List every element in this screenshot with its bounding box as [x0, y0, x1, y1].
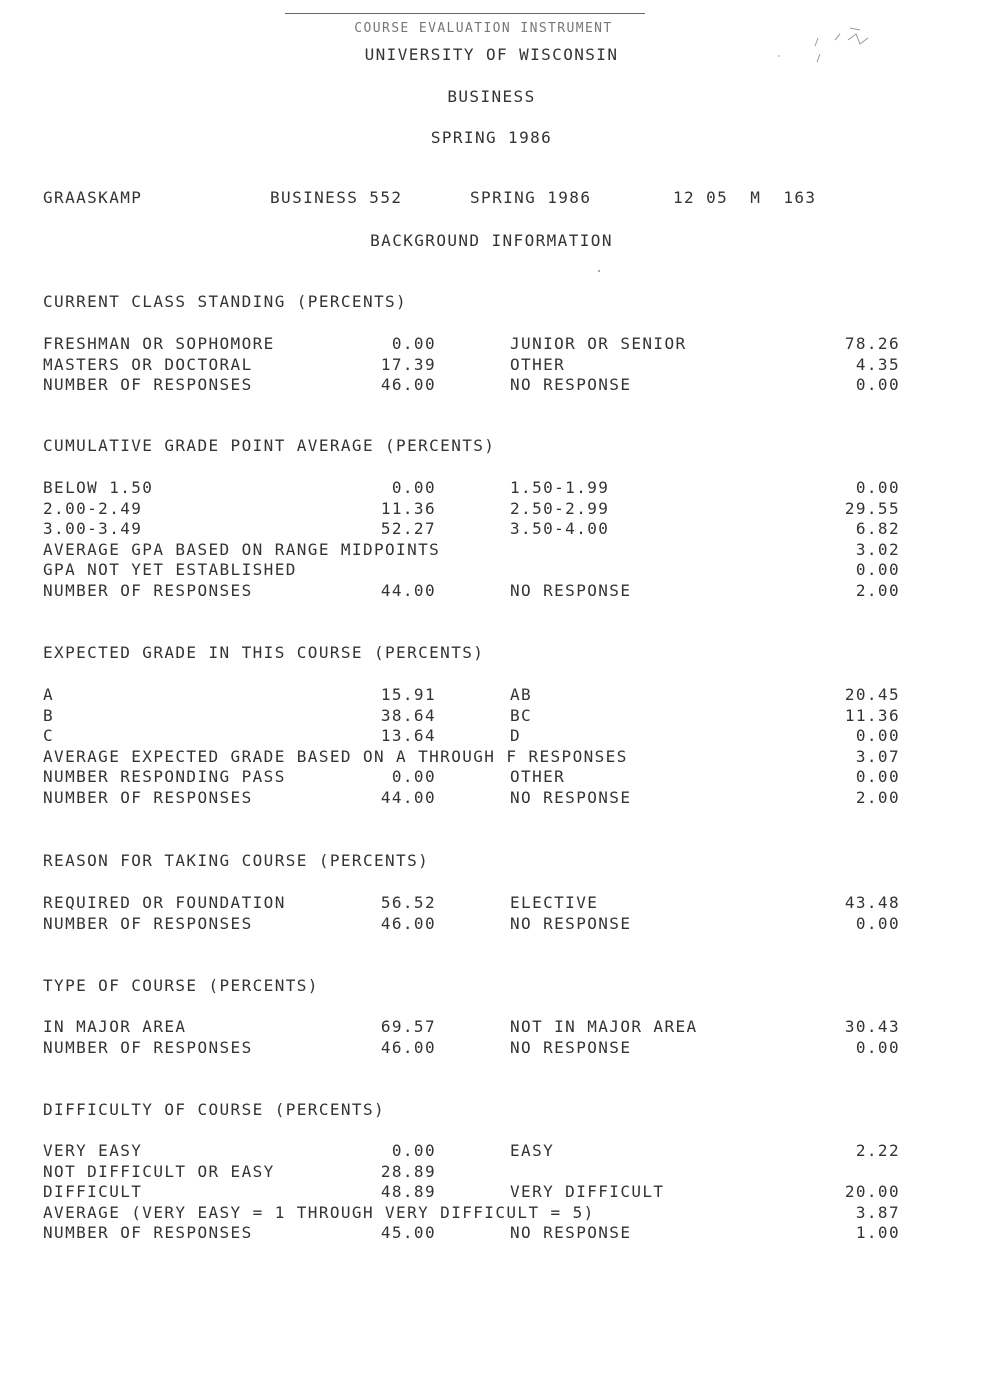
form-name-text: COURSE EVALUATION INSTRUMENT: [354, 21, 613, 36]
expected-grade-row: [0, 747, 983, 767]
expected-grade-value: 20.45: [844, 685, 900, 704]
gpa-row: [0, 478, 983, 498]
expected-grade-label: D: [510, 726, 522, 746]
expected-grade-row: [0, 726, 983, 746]
difficulty-row: [0, 1162, 983, 1182]
difficulty-row: [0, 1223, 983, 1243]
gpa-value: 0.00: [391, 478, 436, 497]
gpa-value: 52.27: [380, 519, 436, 539]
expected-grade-label: AVERAGE EXPECTED GRADE BASED ON A THROUGH F RESPONSES: [43, 746, 628, 766]
class-standing-label: FRESHMAN OR SOPHOMORE: [43, 334, 275, 353]
instructor-name: GRAASKAMP: [43, 188, 143, 207]
class-standing-label: NUMBER OF RESPONSES: [43, 375, 253, 395]
difficulty-row: [0, 1203, 983, 1223]
difficulty-label: NUMBER OF RESPONSES: [43, 1223, 253, 1243]
course-type-value: 46.00: [380, 1037, 436, 1057]
difficulty-label: NOT DIFFICULT OR EASY: [43, 1161, 275, 1181]
course-type-label: IN MAJOR AREA: [43, 1017, 187, 1036]
gpa-label: 1.50-1.99: [510, 478, 610, 497]
reason-row: [0, 893, 983, 913]
difficulty-label: NO RESPONSE: [510, 1223, 632, 1243]
course-type-value: 30.43: [844, 1017, 900, 1036]
expected-grade-value: 11.36: [844, 705, 900, 725]
gpa-value: 0.00: [855, 560, 900, 580]
gpa-label: GPA NOT YET ESTABLISHED: [43, 560, 297, 580]
reason-label: ELECTIVE: [510, 893, 599, 912]
reason-section-title: REASON FOR TAKING COURSE (PERCENTS): [43, 851, 430, 870]
difficulty-value: 45.00: [380, 1223, 436, 1243]
difficulty-label: EASY: [510, 1141, 555, 1160]
gpa-label: BELOW 1.50: [43, 478, 154, 497]
difficulty-row: [0, 1182, 983, 1202]
expected-grade-value: 0.00: [855, 726, 900, 746]
class-standing-value: 78.26: [844, 334, 900, 353]
difficulty-label: DIFFICULT: [43, 1182, 143, 1202]
expected-grade-section-title: EXPECTED GRADE IN THIS COURSE (PERCENTS): [43, 643, 485, 662]
expected-grade-label: B: [43, 705, 55, 725]
difficulty-label: VERY DIFFICULT: [510, 1182, 665, 1202]
course-type-row: [0, 1038, 983, 1058]
class-standing-label: MASTERS OR DOCTORAL: [43, 354, 253, 374]
difficulty-label: AVERAGE (VERY EASY = 1 THROUGH VERY DIFFICULT = 5): [43, 1202, 595, 1222]
class-standing-value: 0.00: [855, 375, 900, 395]
course-type-label: NO RESPONSE: [510, 1037, 632, 1057]
difficulty-value: 28.89: [380, 1161, 436, 1181]
reason-value: 0.00: [855, 913, 900, 933]
gpa-label: NO RESPONSE: [510, 581, 632, 600]
difficulty-row: [0, 1141, 983, 1161]
expected-grade-row: [0, 767, 983, 787]
gpa-label: 3.50-4.00: [510, 519, 610, 539]
expected-grade-row: [0, 685, 983, 705]
gpa-row: [0, 560, 983, 580]
background-info-title: BACKGROUND INFORMATION: [370, 231, 613, 250]
gpa-row: [0, 499, 983, 519]
gpa-label: AVERAGE GPA BASED ON RANGE MIDPOINTS: [43, 539, 441, 559]
expected-grade-label: AB: [510, 685, 533, 704]
reason-value: 46.00: [380, 913, 436, 933]
expected-grade-value: 44.00: [380, 788, 436, 807]
reason-label: REQUIRED OR FOUNDATION: [43, 893, 286, 912]
expected-grade-value: 13.64: [380, 726, 436, 746]
course-type-label: NOT IN MAJOR AREA: [510, 1017, 698, 1036]
course-number: BUSINESS 552: [270, 188, 403, 207]
course-type-value: 69.57: [380, 1017, 436, 1036]
course-code: 12 05 M 163: [673, 188, 817, 207]
gpa-label: 3.00-3.49: [43, 519, 143, 539]
expected-grade-label: NO RESPONSE: [510, 788, 632, 807]
expected-grade-label: NUMBER OF RESPONSES: [43, 788, 253, 807]
expected-grade-label: NUMBER RESPONDING PASS: [43, 767, 286, 787]
expected-grade-row: [0, 706, 983, 726]
difficulty-label: VERY EASY: [43, 1141, 143, 1160]
gpa-label: 2.00-2.49: [43, 498, 143, 518]
difficulty-value: 3.87: [855, 1202, 900, 1222]
gpa-value: 29.55: [844, 498, 900, 518]
reason-value: 56.52: [380, 893, 436, 912]
term-title: SPRING 1986: [430, 128, 553, 147]
reason-value: 43.48: [844, 893, 900, 912]
expected-grade-value: 38.64: [380, 705, 436, 725]
class-standing-section-title: CURRENT CLASS STANDING (PERCENTS): [43, 292, 408, 311]
class-standing-value: 0.00: [391, 334, 436, 353]
class-standing-label: NO RESPONSE: [510, 375, 632, 395]
course-term: SPRING 1986: [470, 188, 592, 207]
class-standing-label: OTHER: [510, 354, 566, 374]
course-type-section-title: TYPE OF COURSE (PERCENTS): [43, 976, 319, 995]
expected-grade-value: 2.00: [855, 788, 900, 807]
difficulty-section-title: DIFFICULTY OF COURSE (PERCENTS): [43, 1100, 386, 1119]
course-type-label: NUMBER OF RESPONSES: [43, 1037, 253, 1057]
class-standing-label: JUNIOR OR SENIOR: [510, 334, 687, 353]
gpa-value: 44.00: [380, 581, 436, 600]
gpa-row: [0, 540, 983, 560]
expected-grade-value: 0.00: [855, 767, 900, 787]
gpa-value: 3.02: [855, 539, 900, 559]
speck: [598, 270, 600, 272]
expected-grade-value: 15.91: [380, 685, 436, 704]
course-type-value: 0.00: [855, 1037, 900, 1057]
class-standing-value: 17.39: [380, 354, 436, 374]
class-standing-row: [0, 334, 983, 354]
difficulty-value: 20.00: [844, 1182, 900, 1202]
gpa-value: 2.00: [855, 581, 900, 600]
expected-grade-value: 0.00: [391, 767, 436, 787]
class-standing-value: 4.35: [855, 354, 900, 374]
expected-grade-value: 3.07: [855, 746, 900, 766]
expected-grade-label: BC: [510, 705, 533, 725]
class-standing-value: 46.00: [380, 375, 436, 395]
university-title: UNIVERSITY OF WISCONSIN: [364, 45, 619, 64]
expected-grade-label: OTHER: [510, 767, 566, 787]
gpa-label: 2.50-2.99: [510, 498, 610, 518]
gpa-section-title: CUMULATIVE GRADE POINT AVERAGE (PERCENTS): [43, 436, 496, 455]
expected-grade-label: A: [43, 685, 55, 704]
class-standing-row: [0, 355, 983, 375]
expected-grade-label: C: [43, 726, 55, 746]
gpa-label: NUMBER OF RESPONSES: [43, 581, 253, 600]
class-standing-row: [0, 375, 983, 395]
gpa-row: [0, 581, 983, 601]
gpa-value: 6.82: [855, 519, 900, 539]
difficulty-value: 2.22: [855, 1141, 900, 1160]
reason-label: NUMBER OF RESPONSES: [43, 913, 253, 933]
difficulty-value: 0.00: [391, 1141, 436, 1160]
course-type-row: [0, 1017, 983, 1037]
expected-grade-row: [0, 788, 983, 808]
gpa-value: 0.00: [855, 478, 900, 497]
handwritten-mark-icon: [760, 26, 900, 76]
school-title: BUSINESS: [447, 87, 536, 106]
reason-row: [0, 914, 983, 934]
difficulty-value: 48.89: [380, 1182, 436, 1202]
gpa-value: 11.36: [380, 498, 436, 518]
gpa-row: [0, 519, 983, 539]
reason-label: NO RESPONSE: [510, 913, 632, 933]
form-name-strike: [285, 13, 645, 14]
difficulty-value: 1.00: [855, 1223, 900, 1243]
